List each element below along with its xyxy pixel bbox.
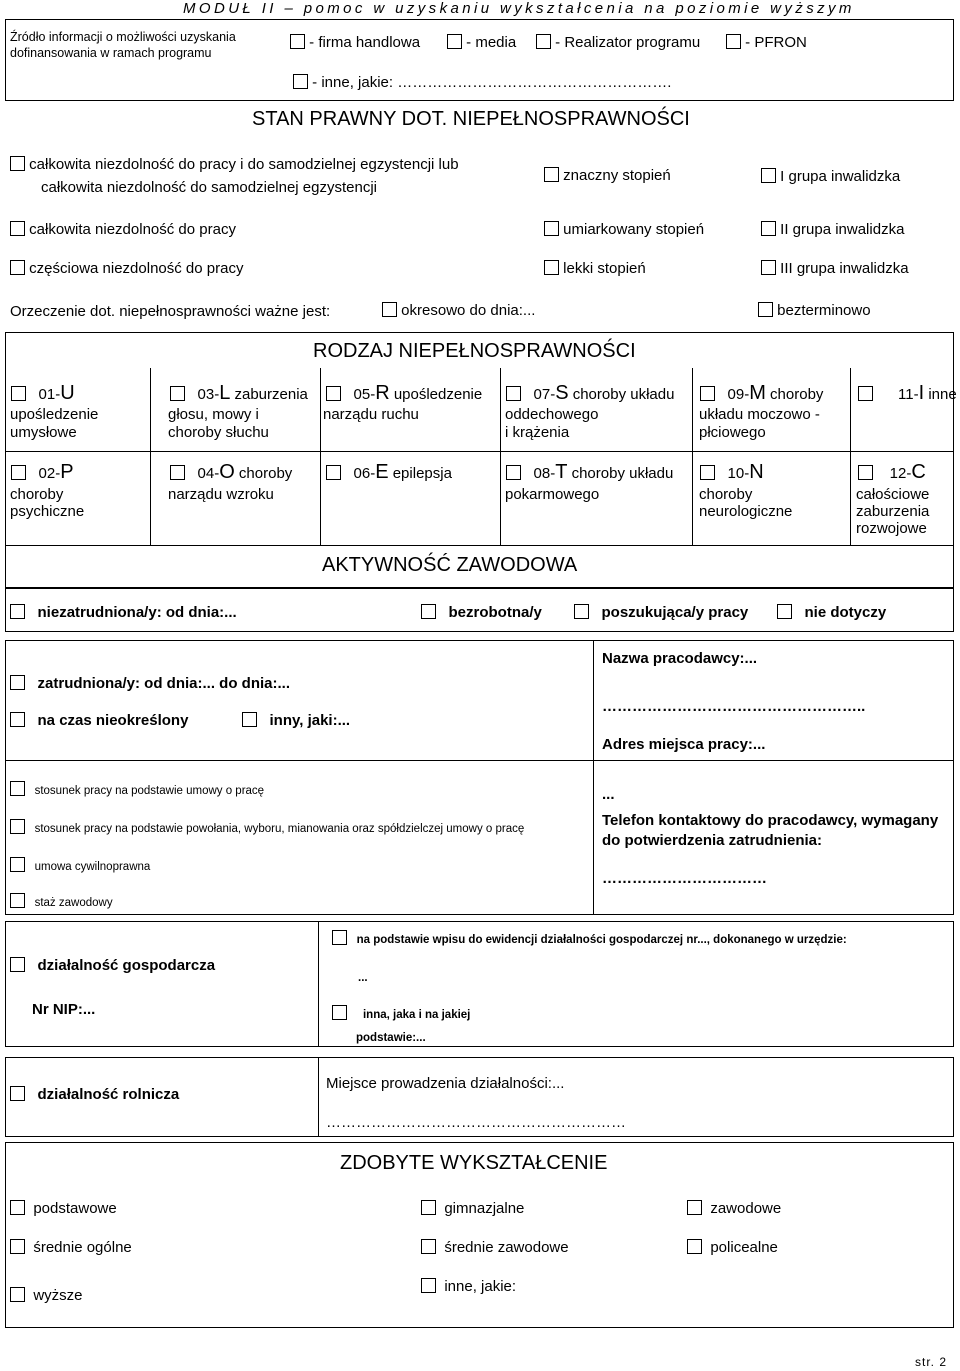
unemployed-option[interactable]: niezatrudniona/y: od dnia:... xyxy=(10,604,237,621)
page-number: str. 2 xyxy=(915,1355,948,1369)
legal-option-significant[interactable]: znaczny stopień xyxy=(544,167,671,184)
employer-name-dots: …………………………………………….. xyxy=(602,698,866,715)
checkbox[interactable] xyxy=(687,1200,702,1215)
education-middle-school[interactable]: gimnazjalne xyxy=(421,1200,524,1217)
checkbox[interactable] xyxy=(544,221,559,236)
disability-05-desc-1: narządu ruchu xyxy=(323,406,419,423)
funding-label-2: dofinansowania w ramach programu xyxy=(10,46,212,60)
checkbox[interactable] xyxy=(10,260,25,275)
checkbox[interactable] xyxy=(10,857,25,872)
checkbox[interactable] xyxy=(10,1086,25,1101)
checkbox[interactable] xyxy=(421,1278,436,1293)
disability-12[interactable]: 12-C xyxy=(858,461,926,484)
legal-option-moderate[interactable]: umiarkowany stopień xyxy=(544,221,704,238)
checkbox[interactable] xyxy=(858,386,873,401)
legal-option-total-incapacity-line2: całkowita niezdolność do samodzielnej egzystencji xyxy=(41,179,378,196)
checkbox[interactable] xyxy=(421,1239,436,1254)
checkbox[interactable] xyxy=(170,386,185,401)
checkbox[interactable] xyxy=(761,168,776,183)
checkbox[interactable] xyxy=(10,957,25,972)
education-other[interactable]: inne, jakie: xyxy=(421,1278,516,1295)
checkbox[interactable] xyxy=(687,1239,702,1254)
disability-01[interactable]: 01-U xyxy=(11,382,75,405)
checkbox[interactable] xyxy=(421,1200,436,1215)
page-header: MODUŁ II – pomoc w uzyskaniu wykształcenia na poziomie wyższym xyxy=(183,0,855,17)
business-option[interactable]: działalność gospodarcza xyxy=(10,957,215,974)
checkbox[interactable] xyxy=(10,819,25,834)
disability-09-desc-2: płciowego xyxy=(699,424,766,441)
checkbox[interactable] xyxy=(10,1200,25,1215)
checkbox[interactable] xyxy=(326,465,341,480)
checkbox[interactable] xyxy=(382,302,397,317)
validity-permanent-option[interactable]: bezterminowo xyxy=(758,302,871,319)
disability-03[interactable]: 03-L zaburzenia xyxy=(170,382,308,405)
disability-11[interactable]: 11-I inne xyxy=(858,382,957,405)
disability-01-desc-2: umysłowe xyxy=(10,424,77,441)
checkbox[interactable] xyxy=(574,604,589,619)
checkbox[interactable] xyxy=(10,1239,25,1254)
education-title: ZDOBYTE WYKSZTAŁCENIE xyxy=(340,1152,608,1174)
funding-option-realizator[interactable]: - Realizator programu xyxy=(536,34,700,51)
checkbox[interactable] xyxy=(242,712,257,727)
checkbox[interactable] xyxy=(858,465,873,480)
disability-08-desc-1: pokarmowego xyxy=(505,486,600,503)
nip-field[interactable]: Nr NIP:... xyxy=(32,1001,96,1018)
workplace-address-field[interactable]: Adres miejsca pracy:... xyxy=(602,736,766,753)
indefinite-option[interactable]: na czas nieokreślony xyxy=(10,712,188,729)
disability-12-desc-2: zaburzenia xyxy=(856,503,930,520)
disability-12-desc-1: całościowe xyxy=(856,486,930,503)
phone-dots[interactable]: …………………………… xyxy=(602,870,767,887)
legal-option-partial-incapacity[interactable]: częściowa niezdolność do pracy xyxy=(10,260,243,277)
employer-name-field[interactable]: Nazwa pracodawcy:... xyxy=(602,650,758,667)
validity-periodic-option[interactable]: okresowo do dnia:... xyxy=(382,302,535,319)
checkbox[interactable] xyxy=(170,465,185,480)
checkbox[interactable] xyxy=(290,34,305,49)
basis-appointment[interactable]: stosunek pracy na podstawie powołania, wyboru, mianowania oraz spółdzielczej umowy o pracę xyxy=(10,819,524,835)
disability-03-desc-1: głosu, mowy i xyxy=(168,406,259,423)
funding-option-other[interactable]: - inne, jakie: ………………………………………………. xyxy=(293,74,671,91)
business-other-basis[interactable]: podstawie:... xyxy=(356,1032,426,1044)
checkbox[interactable] xyxy=(10,893,25,908)
checkbox[interactable] xyxy=(10,675,25,690)
checkbox[interactable] xyxy=(11,386,26,401)
checkbox[interactable] xyxy=(544,167,559,182)
checkbox[interactable] xyxy=(332,1005,347,1020)
legal-option-group3[interactable]: III grupa inwalidzka xyxy=(761,260,909,277)
disability-09[interactable]: 09-M choroby xyxy=(700,382,823,405)
checkbox[interactable] xyxy=(10,156,25,171)
checkbox[interactable] xyxy=(506,465,521,480)
disability-02[interactable]: 02-P xyxy=(11,461,74,484)
funding-label-1: Źródło informacji o możliwości uzyskania xyxy=(10,30,236,44)
disability-07-desc-2: i krążenia xyxy=(505,424,570,441)
disability-10-desc-2: neurologiczne xyxy=(699,503,793,520)
basis-employment-contract[interactable]: stosunek pracy na podstawie umowy o pracę xyxy=(10,781,264,797)
business-other-option[interactable]: inna, jaka i na jakiej xyxy=(332,1005,470,1021)
education-secondary-general[interactable]: średnie ogólne xyxy=(10,1239,132,1256)
checkbox[interactable] xyxy=(506,386,521,401)
disability-type-section xyxy=(5,332,954,588)
checkbox[interactable] xyxy=(10,781,25,796)
business-registry-option[interactable]: na podstawie wpisu do ewidencji działalności gospodarczej nr..., dokonanego w urzędzie: xyxy=(332,930,847,946)
disability-07[interactable]: 07-S choroby układu xyxy=(506,382,674,405)
farm-place-dots: …………………………………………………… xyxy=(326,1114,626,1131)
seeking-option[interactable]: poszukująca/y pracy xyxy=(574,604,748,621)
checkbox[interactable] xyxy=(700,386,715,401)
checkbox[interactable] xyxy=(421,604,436,619)
checkbox[interactable] xyxy=(777,604,792,619)
validity-label: Orzeczenie dot. niepełnosprawności ważne jest: xyxy=(10,303,331,320)
checkbox[interactable] xyxy=(10,221,25,236)
address-dots: ... xyxy=(602,786,615,803)
education-secondary-vocational[interactable]: średnie zawodowe xyxy=(421,1239,569,1256)
disability-04-desc-1: narządu wzroku xyxy=(168,486,274,503)
disability-08[interactable]: 08-T choroby układu xyxy=(506,461,673,484)
phone-label-2: do potwierdzenia zatrudnienia: xyxy=(602,832,823,849)
funding-option-pfron[interactable]: - PFRON xyxy=(726,34,807,51)
disability-07-desc-1: oddechowego xyxy=(505,406,599,423)
disability-02-desc-2: psychiczne xyxy=(10,503,85,520)
basis-civil-contract[interactable]: umowa cywilnoprawna xyxy=(10,857,150,873)
checkbox[interactable] xyxy=(10,712,25,727)
legal-option-total-work-incapacity[interactable]: całkowita niezdolność do pracy xyxy=(10,221,236,238)
checkbox[interactable] xyxy=(10,604,25,619)
legal-option-group2[interactable]: II grupa inwalidzka xyxy=(761,221,904,238)
education-vocational[interactable]: zawodowe xyxy=(687,1200,781,1217)
education-primary[interactable]: podstawowe xyxy=(10,1200,117,1217)
checkbox[interactable] xyxy=(11,465,26,480)
checkbox[interactable] xyxy=(332,930,347,945)
checkbox[interactable] xyxy=(726,34,741,49)
phone-label-1: Telefon kontaktowy do pracodawcy, wymagany xyxy=(602,812,939,829)
legal-option-total-incapacity-independent[interactable]: całkowita niezdolność do pracy i do samodzielnej egzystencji lub xyxy=(10,156,459,173)
education-post-secondary[interactable]: policealne xyxy=(687,1239,778,1256)
disability-10[interactable]: 10-N xyxy=(700,461,764,484)
employed-option[interactable]: zatrudniona/y: od dnia:... do dnia:... xyxy=(10,675,290,692)
checkbox[interactable] xyxy=(447,34,462,49)
checkbox[interactable] xyxy=(10,1287,25,1302)
legal-option-mild[interactable]: lekki stopień xyxy=(544,260,646,277)
other-contract-option[interactable]: inny, jaki:... xyxy=(242,712,350,729)
business-registry-dots: ... xyxy=(358,972,368,984)
not-applicable-option[interactable]: nie dotyczy xyxy=(777,604,886,621)
funding-option-media[interactable]: - media xyxy=(447,34,516,51)
checkbox[interactable] xyxy=(293,74,308,89)
disability-01-desc-1: upośledzenie xyxy=(10,406,99,423)
checkbox[interactable] xyxy=(758,302,773,317)
checkbox[interactable] xyxy=(761,260,776,275)
checkbox[interactable] xyxy=(761,221,776,236)
farming-option[interactable]: działalność rolnicza xyxy=(10,1086,179,1103)
checkbox[interactable] xyxy=(536,34,551,49)
jobless-option[interactable]: bezrobotna/y xyxy=(421,604,542,621)
disability-05[interactable]: 05-R upośledzenie xyxy=(326,382,482,405)
disability-02-desc-1: choroby xyxy=(10,486,64,503)
disability-03-desc-2: choroby słuchu xyxy=(168,424,269,441)
checkbox[interactable] xyxy=(326,386,341,401)
legal-option-group1[interactable]: I grupa inwalidzka xyxy=(761,168,900,185)
disability-12-desc-3: rozwojowe xyxy=(856,520,927,537)
disability-10-desc-1: choroby xyxy=(699,486,753,503)
checkbox[interactable] xyxy=(700,465,715,480)
employment-title: AKTYWNOŚĆ ZAWODOWA xyxy=(322,554,578,576)
disability-09-desc-1: układu moczowo - xyxy=(699,406,820,423)
farm-place-field[interactable]: Miejsce prowadzenia działalności:... xyxy=(326,1075,565,1092)
basis-internship[interactable]: staż zawodowy xyxy=(10,893,113,909)
legal-status-title: STAN PRAWNY DOT. NIEPEŁNOSPRAWNOŚCI xyxy=(252,108,690,130)
disability-06[interactable]: 06-E epilepsja xyxy=(326,461,452,484)
funding-option-firma[interactable]: - firma handlowa xyxy=(290,34,420,51)
education-higher[interactable]: wyższe xyxy=(10,1287,83,1304)
checkbox[interactable] xyxy=(544,260,559,275)
disability-type-title: RODZAJ NIEPEŁNOSPRAWNOŚCI xyxy=(313,340,636,362)
disability-04[interactable]: 04-O choroby xyxy=(170,461,292,484)
